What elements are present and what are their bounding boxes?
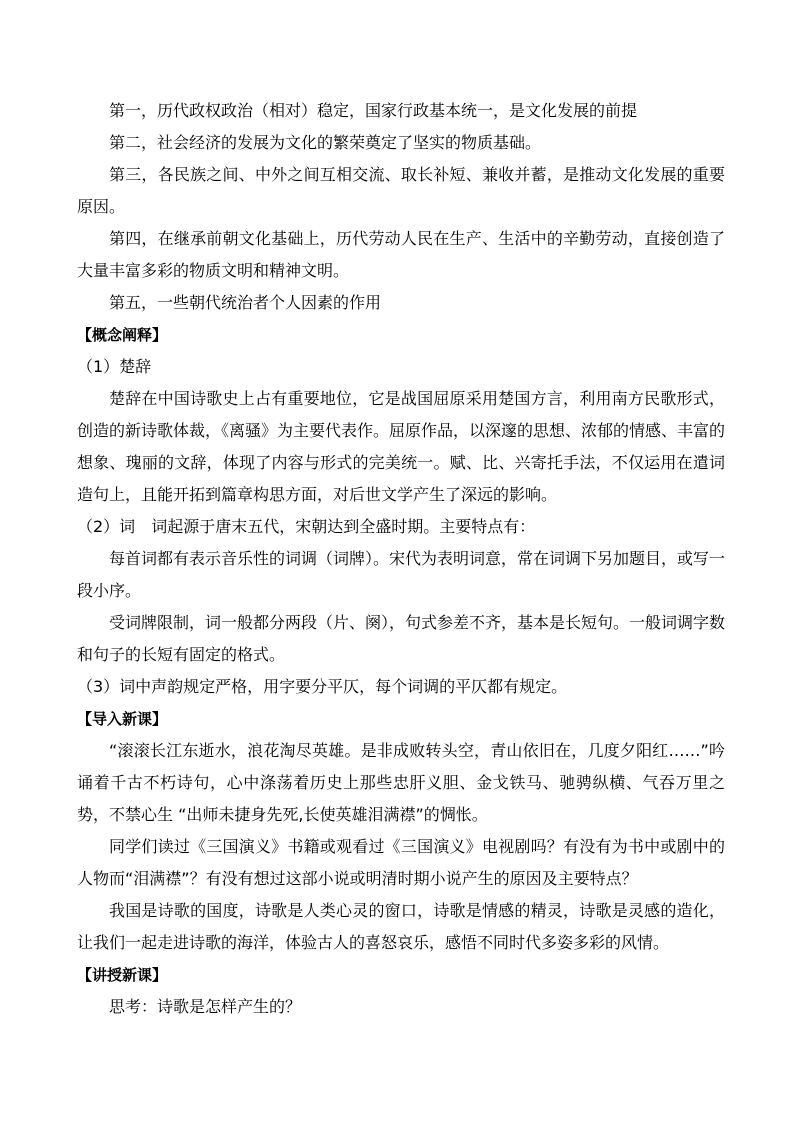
- paragraph-fourth-reason: 第四，在继承前朝文化基础上，历代劳动人民在生产、生活中的辛勤劳动，直接创造了大量丰富多彩的物质文明和精神文明。: [77, 229, 725, 280]
- section-heading-intro-lesson: 【导入新课】: [77, 710, 168, 728]
- intro-lesson-paragraph3: 我国是诗歌的国度，诗歌是人类心灵的窗口，诗歌是情感的精灵，诗歌是灵感的造化，让我们一起走进诗歌的海洋，体验古人的喜怒哀乐，感悟不同时代多姿多彩的风情。: [77, 901, 725, 952]
- paragraph-fifth-reason: 第五，一些朝代统治者个人因素的作用: [109, 293, 382, 312]
- concept-item2-paragraph1: 每首词都有表示音乐性的词调（词牌）。宋代为表明词意，常在词调下另加题目，或写一段小序。: [77, 549, 726, 600]
- concept-item2-paragraph2: 受词牌限制，词一般都分两段（片、阕），句式参差不齐，基本是长短句。一般词调字数和句子的长短有固定的格式。: [77, 613, 726, 664]
- concept-item1-label: （1）楚辞: [77, 357, 152, 376]
- intro-lesson-paragraph2: 同学们读过《三国演义》书籍或观看过《三国演义》电视剧吗？有没有为书中或剧中的人物而“泪满襟”？有没有想过这部小说或明清时期小说产生的原因及主要特点？: [77, 837, 725, 888]
- concept-item2-line: [77, 511, 725, 543]
- lecture-paragraph1: 思考：诗歌是怎样产生的？: [109, 997, 302, 1016]
- paragraph-third-reason: 第三，各民族之间、中外之间互相交流、取长补短、兼收并蓄，是推动文化发展的重要原因。: [77, 165, 725, 216]
- intro-lesson-paragraph1: “滚滚长江东逝水，浪花淘尽英雄。是非成败转头空，青山依旧在，几度夕阳红……”吟诵着千古不朽诗句，心中涤荡着历史上那些忠肝义胆、金戈铁马、驰骋纵横、气吞万里之势，不禁心生 “出师未捷身先死,长使英雄泪满襟”的惆怅。: [77, 741, 725, 824]
- document-body: [77, 95, 725, 1023]
- section-heading-lecture: 【讲授新课】: [77, 966, 168, 984]
- section-heading-concept: 【概念阐释】: [77, 326, 168, 344]
- paragraph-first-reason: 第一，历代政权政治（相对）稳定，国家行政基本统一，是文化发展的前提: [109, 101, 638, 120]
- concept-item2-label: （2）词: [77, 517, 136, 536]
- concept-item1-text: 楚辞在中国诗歌史上占有重要地位，它是战国屈原采用楚国方言，利用南方民歌形式，创造的新诗歌体裁，《离骚》为主要代表作。屈原作品，以深邃的思想、浓郁的情感、丰富的想象、瑰丽的文辞，体现了内容与形式的完美统一。赋、比、兴寄托手法，不仅运用在遣词造句上，且能开拓到篇章构思方面，对后世文学产生了深远的影响。: [77, 389, 726, 504]
- concept-item2-intro: 词起源于唐末五代，宋朝达到全盛时期。主要特点有：: [151, 517, 536, 536]
- paragraph-second-reason: 第二，社会经济的发展为文化的繁荣奠定了坚实的物质基础。: [109, 133, 542, 152]
- concept-item3: （3）词中声韵规定严格，用字要分平仄，每个词调的平仄都有规定。: [77, 677, 568, 696]
